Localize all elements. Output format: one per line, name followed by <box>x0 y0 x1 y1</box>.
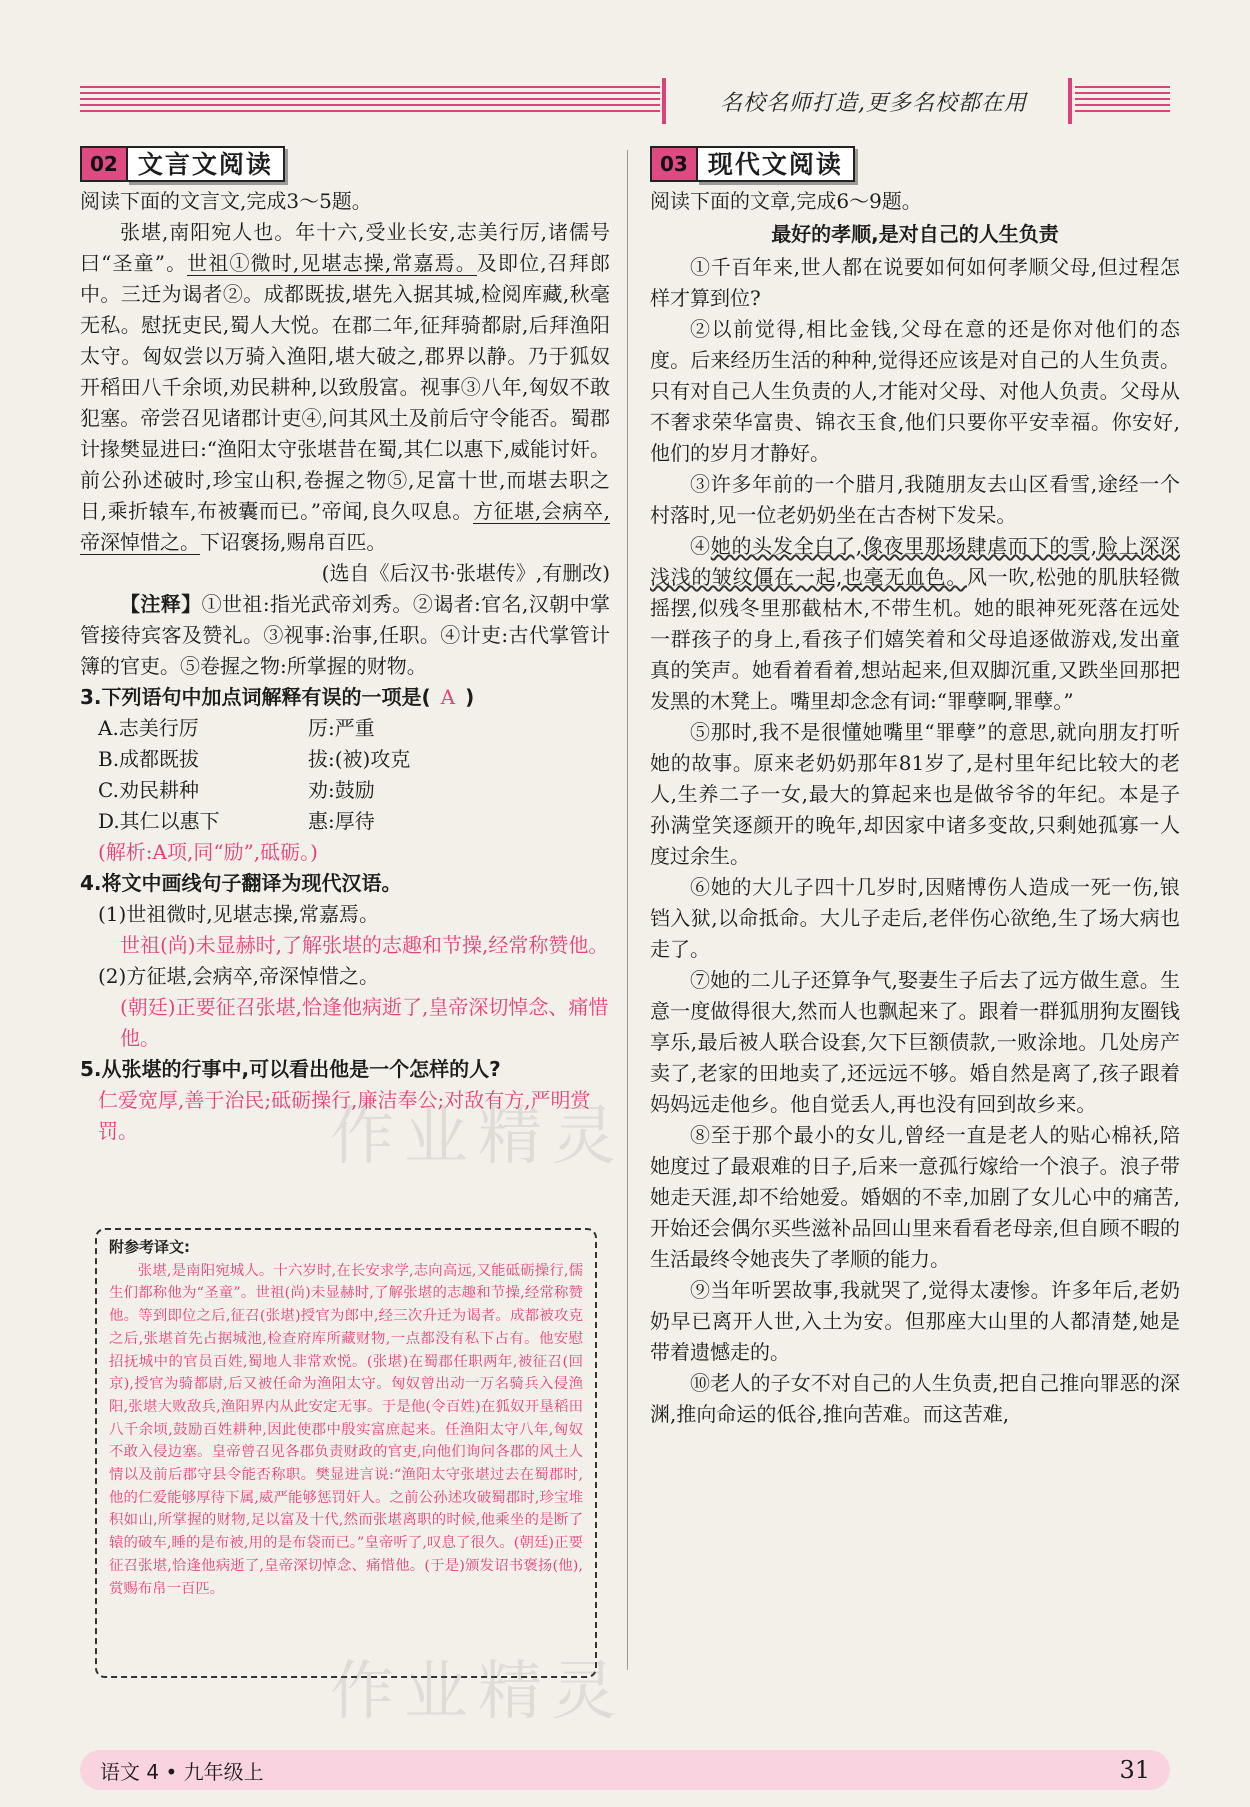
section-title: 文言文阅读 <box>126 146 285 182</box>
right-column <box>650 146 1180 1430</box>
reference-translation-box <box>95 1228 597 1678</box>
header-rule-right <box>1075 86 1170 116</box>
reference-title: 附参考译文: <box>109 1238 190 1256</box>
reading-intro: 阅读下面的文言文,完成3～5题。 <box>80 189 372 213</box>
option-row: D.其仁以惠下 惠:厚待 <box>98 809 375 833</box>
section-title: 现代文阅读 <box>696 146 855 182</box>
reference-text: 张堪,是南阳宛城人。十六岁时,在长安求学,志向高远,又能砥砺操行,儒生们都称他为“圣童”。世祖(尚)未显赫时,了解张堪的志趣和节操,经常称赞他。等到即位之后,征召(张堪)授官为郎中,经三次升迁为谒者。成都被攻克之后,张堪首先占据城池,检查府库所藏财物,一点都没有私下占有。他安慰招抚城中的官员百姓,蜀地人非常欢悦。(张堪)在蜀郡任职两年,被征召(回京),授官为骑都尉,后又被任命为渔阳太守。匈奴曾出动一万名骑兵入侵渔阳,张堪大败敌兵,渔阳界内从此安定无事。于是他(令百姓)在狐奴开垦稻田八千余顷,鼓励百姓耕种,因此使郡中殷实富庶起来。任渔阳太守八年,匈奴不敢入侵边塞。皇帝曾召见各郡负责财政的官吏,向他们询问各郡的风土人情以及前后郡守县令能否称职。樊显进言说:“渔阳太守张堪过去在蜀郡时,他的仁爱能够厚待下属,威严能够惩罚奸人。之前公孙述攻破蜀郡时,珍宝堆积如山,所掌握的财物,足以富及十代,然而张堪离职的时候,他乘坐的是断了辕的破车,睡的是布被,用的是布袋而已。”皇帝听了,叹息了很久。(朝廷)正要征召张堪,恰逢他病逝了,皇帝深切悼念、痛惜他。(于是)颁发诏书褒扬(他),赏赐布帛一百匹。 <box>109 1262 583 1597</box>
section-number: 02 <box>80 146 126 182</box>
section-heading <box>80 146 610 182</box>
page-number: 31 <box>1119 1756 1150 1784</box>
reading-intro: 阅读下面的文章,完成6～9题。 <box>650 189 922 213</box>
q5-answer: 仁爱宽厚,善于治民;砥砺操行,廉洁奉公;对敌有方,严明赏罚。 <box>98 1088 591 1143</box>
watermark: 作业精灵 <box>330 1100 626 1174</box>
page-footer <box>80 1750 1170 1790</box>
header-bar <box>662 78 666 124</box>
header-rule-left <box>80 86 660 116</box>
option-row: B.成都既拔 拔:(被)攻克 <box>98 747 411 771</box>
q3-analysis: (解析:A项,同“励”,砥砺。) <box>98 840 318 864</box>
paragraph-4: ④她的头发全白了,像夜里那场肆虐而下的雪,脸上深深浅浅的皱纹僵在一起,也毫无血色。风一吹,松弛的肌肤轻微摇摆,似残冬里那截枯木,不带生机。她的眼神死死落在远处一群孩子的身上,看孩子们嬉笑着和父母追逐做游戏,发出童真的笑声。她看着看着,想站起来,但双脚沉重,又跌坐回那把发黑的木凳上。嘴里却念念有词:“罪孽啊,罪孽。” <box>650 534 1181 713</box>
paragraph-2: ②以前觉得,相比金钱,父母在意的还是你对他们的态度。后来经历生活的种种,觉得还应该是对自己的人生负责。只有对自己人生负责的人,才能对父母、对他人负责。父母从不奢求荣华富贵、锦衣玉食,他们只要你平安幸福。你安好,他们的岁月才静好。 <box>650 317 1180 465</box>
left-column <box>80 146 610 1147</box>
watermark: 作业精灵 <box>330 1655 626 1729</box>
q4-sentence-1: (1)世祖微时,见堪志操,常嘉焉。 <box>98 902 380 926</box>
header-slogan: 名校名师打造,更多名校都在用 <box>720 91 1027 116</box>
q4-answer-2: (朝廷)正要征召张堪,恰逢他病逝了,皇帝深切悼念、痛惜他。 <box>120 995 609 1050</box>
passage-source: (选自《后汉书·张堪传》,有删改) <box>321 561 610 585</box>
q4-sentence-2: (2)方征堪,会病卒,帝深悼惜之。 <box>98 964 380 988</box>
section-heading <box>650 146 1180 182</box>
article-title: 最好的孝顺,是对自己的人生负责 <box>771 222 1059 246</box>
notes: 【注释】①世祖:指光武帝刘秀。②谒者:官名,汉朝中掌管接待宾客及赞礼。③视事:治事,任职。④计吏:古代掌管计簿的官吏。⑤卷握之物:所掌握的财物。 <box>80 592 610 678</box>
question-4: 4.将文中画线句子翻译为现代汉语。 <box>80 871 402 895</box>
option-row: C.劝民耕种 劝:鼓励 <box>98 778 375 802</box>
paragraph-3: ③许多年前的一个腊月,我随朋友去山区看雪,途经一个村落时,见一位老奶奶坐在古杏树下发呆。 <box>650 472 1180 527</box>
section-number: 03 <box>650 146 696 182</box>
paragraph-8: ⑧至于那个最小的女儿,曾经一直是老人的贴心棉袄,陪她度过了最艰难的日子,后来一意孤行嫁给一个浪子。浪子带她走天涯,却不给她爱。婚姻的不幸,加剧了女儿心中的痛苦,开始还会偶尔买些滋补品回山里来看看老母亲,但自顾不暇的生活最终令她丧失了孝顺的能力。 <box>650 1123 1180 1271</box>
classical-passage: 张堪,南阳宛人也。年十六,受业长安,志美行厉,诸儒号曰“圣童”。世祖①微时,见堪志操,常嘉焉。及即位,召拜郎中。三迁为谒者②。成都既拔,堪先入据其城,检阅库藏,秋毫无私。慰抚吏民,蜀人大悦。在郡二年,征拜骑都尉,后拜渔阳太守。匈奴尝以万骑入渔阳,堪大破之,郡界以静。乃于狐奴开稻田八千余顷,劝民耕种,以致殷富。视事③八年,匈奴不敢犯塞。帝尝召见诸郡计吏④,问其风土及前后守令能否。蜀郡计掾樊显进曰:“渔阳太守张堪昔在蜀,其仁以惠下,威能讨奸。前公孙述破时,珍宝山积,卷握之物⑤,足富十世,而堪去职之日,乘折辕车,布被囊而已。”帝闻,良久叹息。方征堪,会病卒,帝深悼惜之。下诏褒扬,赐帛百匹。 <box>80 220 611 554</box>
option-row: A.志美行厉 厉:严重 <box>98 716 375 740</box>
paragraph-5: ⑤那时,我不是很懂她嘴里“罪孽”的意思,就向朋友打听她的故事。原来老奶奶那年81岁了,是村里年纪比较大的老人,生养二子一女,最大的算起来也是做爷爷的年纪。本是子孙满堂笑逐颜开的晚年,却因家中诸多变故,只剩她孤寡一人度过余生。 <box>650 720 1180 868</box>
paragraph-9: ⑨当年听罢故事,我就哭了,觉得太凄惨。许多年后,老奶奶早已离开人世,入土为安。但那座大山里的人都清楚,她是带着遗憾走的。 <box>650 1278 1180 1364</box>
question-5: 5.从张堪的行事中,可以看出他是一个怎样的人? <box>80 1057 501 1081</box>
paragraph-1: ①千百年来,世人都在说要如何如何孝顺父母,但过程怎样才算到位? <box>650 255 1180 310</box>
paragraph-6: ⑥她的大儿子四十几岁时,因赌博伤人造成一死一伤,锒铛入狱,以命抵命。大儿子走后,老伴伤心欲绝,生了场大病也走了。 <box>650 875 1180 961</box>
question-3: 3.下列语句中加点词解释有误的一项是( A ) <box>80 685 475 709</box>
header-bar <box>1068 78 1072 124</box>
book-label: 语文 4 • 九年级上 <box>100 1759 264 1784</box>
paragraph-7: ⑦她的二儿子还算争气,娶妻生子后去了远方做生意。生意一度做得很大,然而人也飘起来了。跟着一群狐朋狗友圈钱享乐,最后被人联合设套,欠下巨额债款,一败涂地。几处房产卖了,老家的田地卖了,还远远不够。婚自然是离了,孩子跟着妈妈远走他乡。他自觉丢人,再也没有回到故乡来。 <box>650 968 1180 1116</box>
paragraph-10: ⑩老人的子女不对自己的人生负责,把自己推向罪恶的深渊,推向命运的低谷,推向苦难。而这苦难, <box>650 1371 1180 1426</box>
q4-answer-1: 世祖(尚)未显赫时,了解张堪的志趣和节操,经常称赞他。 <box>120 933 609 957</box>
column-divider <box>627 150 628 1670</box>
